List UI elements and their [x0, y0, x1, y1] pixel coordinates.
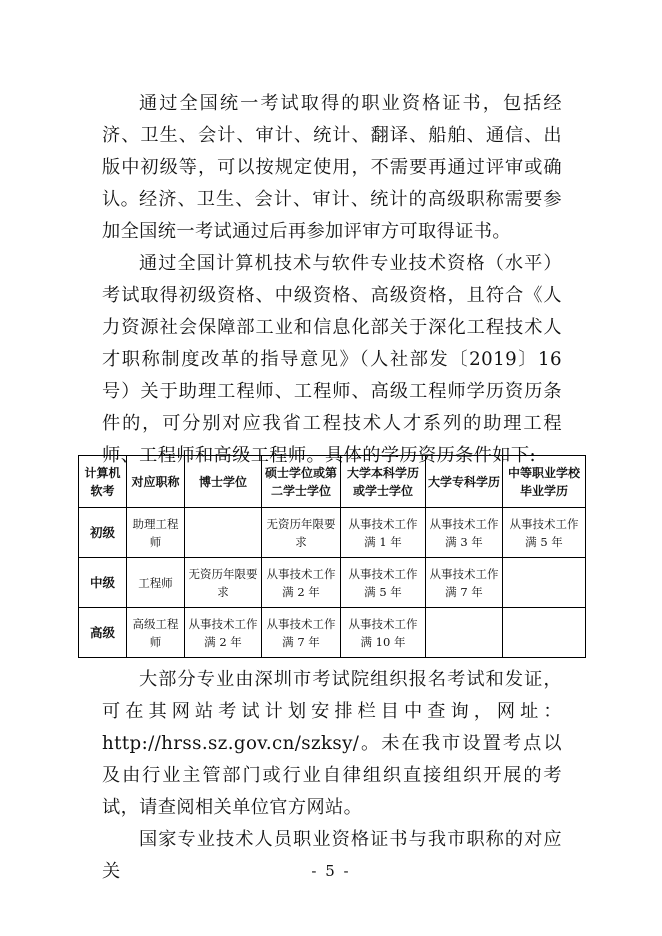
header-cell: 博士学位 [185, 456, 262, 508]
table-cell: 从事技术工作满 2 年 [262, 558, 341, 608]
table-cell: 工程师 [127, 558, 185, 608]
level-cell: 高级 [79, 608, 127, 658]
paragraph-computer-software-exam: 通过全国计算机技术与软件专业技术资格（水平）考试取得初级资格、中级资格、高级资格，且符合《人力资源社会保障部工业和信息化部关于深化工程技术人才职称制度改革的指导意见》（人社部发〔2019〕16 号）关于助理工程师、工程师、高级工程师学历资历条件的，可分别对应我省工程技术人才系列的助理工程师、工程师和高级工程师。具体的学历资历条件如下: [102, 253, 562, 466]
paragraph-certificate-mapping: 国家专业技术人员职业资格证书与我市职称的对应关 [102, 829, 562, 882]
table-row [79, 508, 586, 558]
level-cell: 中级 [79, 558, 127, 608]
table-cell: 无资历年限要求 [262, 508, 341, 558]
table-cell: 高级工程师 [127, 608, 185, 658]
table-cell [185, 508, 262, 558]
table-cell: 从事技术工作满 7 年 [426, 558, 503, 608]
table-cell [426, 608, 503, 658]
page-number: - 5 - [311, 862, 351, 880]
table-cell: 从事技术工作满 5 年 [503, 508, 586, 558]
table-cell: 助理工程师 [127, 508, 185, 558]
paragraph-national-exam-certificates: 通过全国统一考试取得的职业资格证书，包括经济、卫生、会计、审计、统计、翻译、船舶、通信、出版中初级等，可以按规定使用，不需要再通过评审或确认。 [102, 93, 562, 210]
qualification-table [78, 455, 586, 658]
table-cell [503, 558, 586, 608]
table-cell: 从事技术工作满 10 年 [341, 608, 426, 658]
table-cell [503, 608, 586, 658]
header-cell: 对应职称 [127, 456, 185, 508]
header-cell: 大学本科学历或学士学位 [341, 456, 426, 508]
table-cell: 从事技术工作满 2 年 [185, 608, 262, 658]
table-cell: 从事技术工作满 7 年 [262, 608, 341, 658]
table-row [79, 558, 586, 608]
header-cell: 硕士学位或第二学士学位 [262, 456, 341, 508]
table-cell: 无资历年限要求 [185, 558, 262, 608]
table-row [79, 608, 586, 658]
header-cell: 中等职业学校毕业学历 [503, 456, 586, 508]
table-cell: 从事技术工作满 3 年 [426, 508, 503, 558]
header-cell: 大学专科学历 [426, 456, 503, 508]
paragraph-exam-registration: 大部分专业由深圳市考试院组织报名考试和发证，可在其网站考试计划安排栏目中查询，网址：http://hrss.sz.gov.cn/szksy/。未在我市设置考点以及由行业主管部门或行业自律组织直接组织开展的考试，请查阅相关单位官方网站。 [102, 669, 562, 818]
table-header-row [79, 456, 586, 508]
table-cell: 从事技术工作满 1 年 [341, 508, 426, 558]
table-cell: 从事技术工作满 5 年 [341, 558, 426, 608]
level-cell: 初级 [79, 508, 127, 558]
paragraph-senior-titles: 经济、卫生、会计、审计、统计的高级职称需要参加全国统一考试通过后再参加评审方可取得证书。 [102, 189, 562, 242]
header-cell: 计算机软考 [79, 456, 127, 508]
